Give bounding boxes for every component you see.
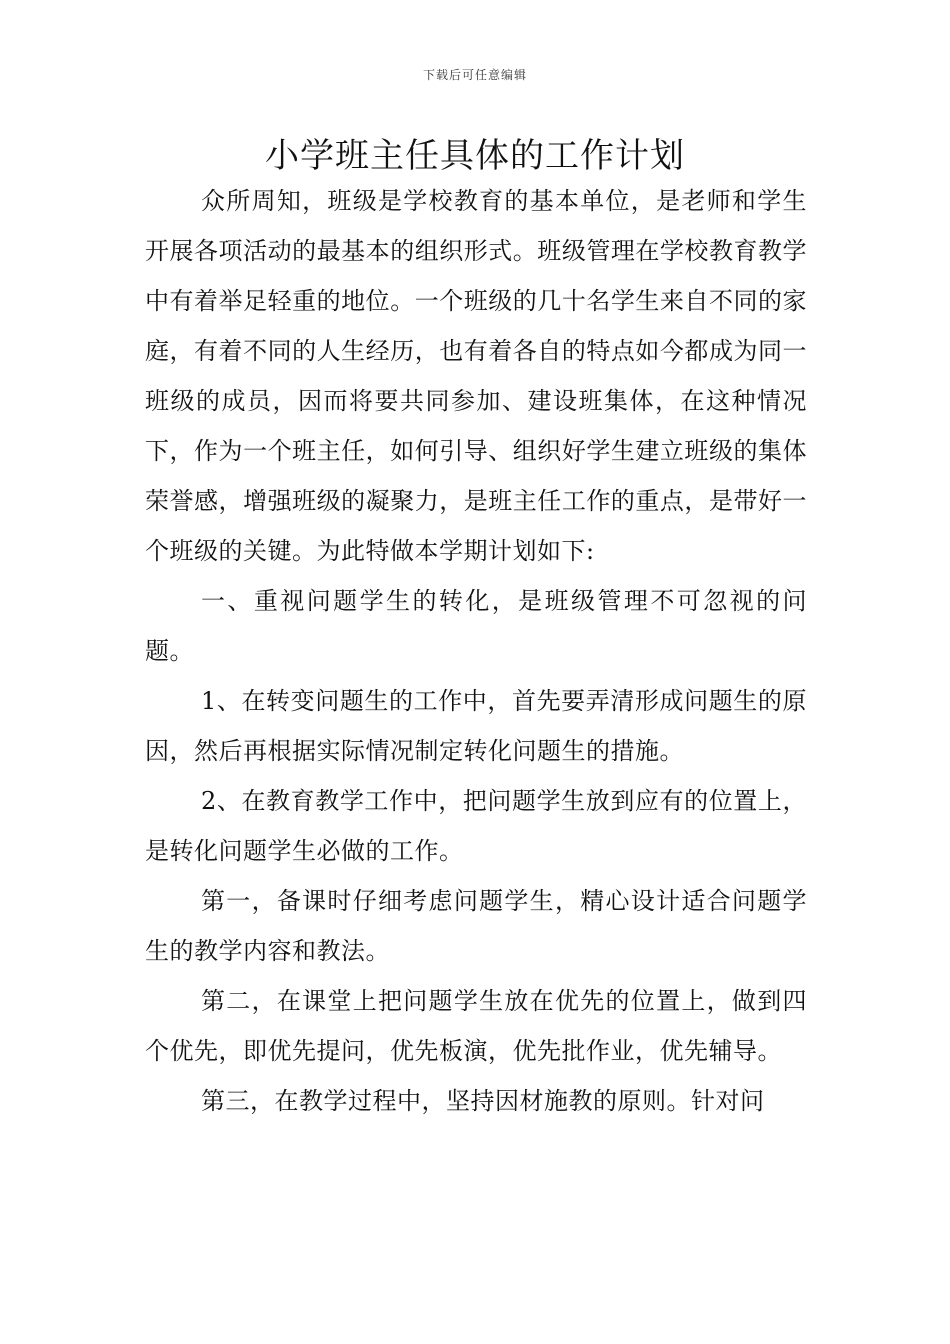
document-body	[145, 176, 807, 1126]
paragraph-first: 第一，备课时仔细考虑问题学生，精心设计适合问题学生的教学内容和教法。	[145, 887, 807, 965]
paragraph-intro: 众所周知，班级是学校教育的基本单位，是老师和学生开展各项活动的最基本的组织形式。班级管理在学校教育教学中有着举足轻重的地位。一个班级的几十名学生来自不同的家庭，有着不同的人生经历，也有着各自的特点如今都成为同一班级的成员，因而将要共同参加、建设班集体，在这种情况下，作为一个班主任，如何引导、组织好学生建立班级的集体荣誉感，增强班级的凝聚力，是班主任工作的重点，是带好一个班级的关键。为此特做本学期计划如下:	[145, 187, 807, 565]
paragraph-third: 第三，在教学过程中，坚持因材施教的原则。针对问	[201, 1087, 765, 1115]
header-note: 下载后可任意编辑	[422, 68, 527, 82]
paragraph-second: 第二，在课堂上把问题学生放在优先的位置上，做到四个优先，即优先提问，优先板演，优先批作业，优先辅导。	[145, 987, 807, 1065]
document-title: 小学班主任具体的工作计划	[265, 136, 685, 176]
paragraph-item-2: 2、在教育教学工作中，把问题学生放到应有的位置上，是转化问题学生必做的工作。	[145, 787, 807, 865]
paragraph-section-1-heading: 一、重视问题学生的转化，是班级管理不可忽视的问题。	[145, 587, 807, 665]
paragraph-item-1: 1、在转变问题生的工作中，首先要弄清形成问题生的原因，然后再根据实际情况制定转化问题生的措施。	[145, 687, 807, 765]
